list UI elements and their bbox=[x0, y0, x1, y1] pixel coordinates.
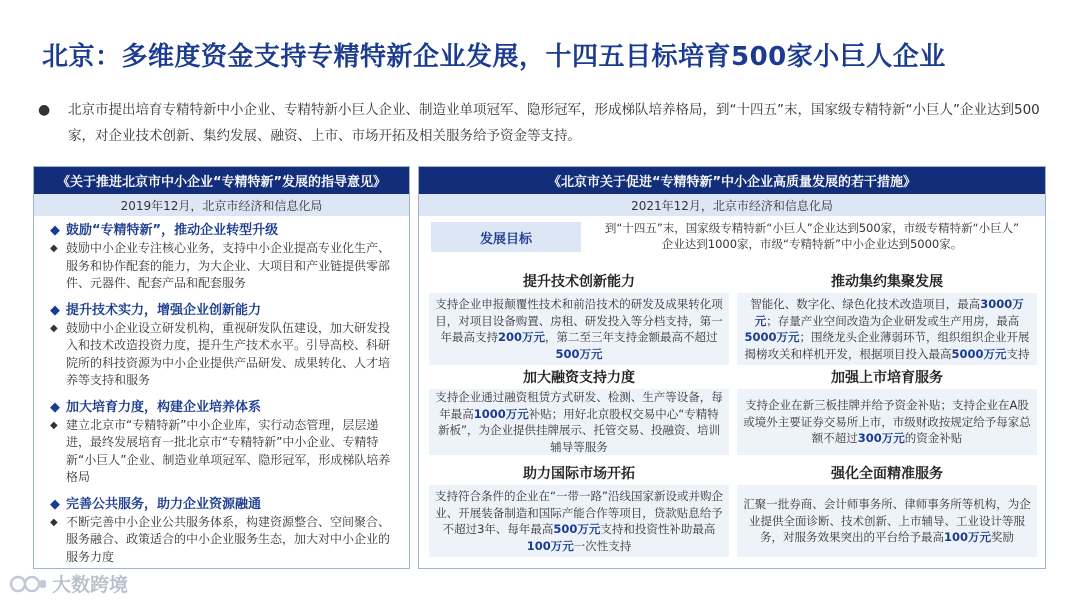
section-text: 鼓励中小企业设立研发机构，重视研发队伍建设，加大研发投入和技术改造投资力度，提升生产技术水平。引导高校、科研院所的科技资源为中小企业提供产品研发、成果转化、人才培养等支持和服务 bbox=[66, 320, 391, 387]
diamond-icon: ◆ bbox=[50, 496, 60, 512]
section-text: 建立北京市“专精特新”中小企业库，实行动态管理，层层递进，最终发展培育一批北京市“专精特新”中小企业、专精特新“小巨人”企业、制造业单项冠军、隐形冠军，形成梯队培养格局 bbox=[66, 417, 391, 484]
section-heading: 鼓励“专精特新”，推动企业转型升级 bbox=[66, 223, 279, 238]
goal-label: 发展目标 bbox=[431, 222, 581, 252]
right-policy-panel bbox=[418, 166, 1046, 569]
diamond-icon: ◆ bbox=[50, 223, 60, 238]
intro-text: 北京市提出培育专精特新中小企业、专精特新小巨人企业、制造业单项冠军、隐形冠军，形成梯队培养格局，到“十四五”末，国家级专精特新“小巨人”企业达到500家，对企业技术创新、集约发展、融资、上市、市场开拓及相关服务给予资金等支持。 bbox=[68, 102, 1040, 144]
left-panel-subheader: 2019年12月，北京市经济和信息化局 bbox=[34, 194, 409, 216]
measure-box: 支持企业在新三板挂牌并给予资金补贴；支持企业在A股或境外主要证券交易所上市，市级财政按规定给予每家总额不超过300万元的资金补贴 bbox=[737, 389, 1037, 455]
goal-text-line: 到“十四五”末，国家级专精特新“小巨人”企业达到500家，市级专精特新“小巨人” bbox=[604, 221, 1020, 235]
diamond-icon: ◆ bbox=[50, 516, 58, 528]
measure-box: 智能化、数字化、绿色化技术改造项目，最高3000万元；存量产业空间改造为企业研发或生产用房，最高5000万元；围绕龙头企业薄弱环节，组织组织企业开展揭榜攻关和样机开发，根据项目投入最高5000万元支持 bbox=[737, 293, 1037, 365]
left-section bbox=[50, 399, 397, 487]
measure-box: 支持符合条件的企业在“一带一路”沿线国家新设或并购企业、开展装备制造和国际产能合作等项目，贷款贴息给予不超过3年、每年最高500万元支持和投资性补助最高100万元一次性支持 bbox=[429, 485, 729, 557]
left-section bbox=[50, 302, 397, 390]
section-text: 不断完善中小企业公共服务体系，构建资源整合、空间聚合、服务融合、政策适合的中小企业服务生态，加大对中小企业的服务力度 bbox=[66, 514, 391, 564]
section-heading: 加大培育力度，构建企业培养体系 bbox=[66, 399, 262, 415]
right-panel-subheader: 2021年12月，北京市经济和信息化局 bbox=[419, 194, 1045, 216]
left-panel-header: 《关于推进北京市中小企业“专精特新”发展的指导意见》 bbox=[34, 167, 409, 194]
diamond-icon: ◆ bbox=[50, 419, 58, 431]
goal-text-line: 企业达到1000家，市级“专精特新”中小企业达到5000家。 bbox=[661, 237, 963, 251]
brand-logo bbox=[8, 570, 128, 597]
measure-box: 支持企业申报颠覆性技术和前沿技术的研发及成果转化项目，对项目设备购置、房租、研发投入等分档支持，第一年最高支持200万元，第二至三年支持金额最高不超过500万元 bbox=[429, 293, 729, 365]
goal-text bbox=[587, 220, 1037, 252]
measure-title: 助力国际市场开拓 bbox=[523, 466, 635, 482]
right-panel-header: 《北京市关于促进“专精特新”中小企业高质量发展的若干措施》 bbox=[419, 167, 1045, 194]
diamond-icon: ◆ bbox=[50, 322, 58, 334]
left-section bbox=[50, 222, 397, 293]
section-text: 鼓励中小企业专注核心业务，支持中小企业提高专业化生产、服务和协作配套的能力，为大企业、大项目和产业链提供零部件、元器件、配套产品和配套服务 bbox=[66, 241, 391, 290]
brand-mark-icon bbox=[8, 572, 48, 596]
left-section bbox=[50, 496, 397, 567]
measure-title: 推动集约集聚发展 bbox=[831, 274, 943, 290]
diamond-icon: ◆ bbox=[50, 399, 60, 415]
diamond-icon: ◆ bbox=[50, 243, 58, 254]
section-heading: 提升技术实力，增强企业创新能力 bbox=[66, 302, 262, 318]
measure-box: 汇聚一批券商、会计师事务所、律师事务所等机构，为企业提供全面诊断、技术创新、上市辅导、工业设计等服务，对服务效果突出的平台给予最高100万元奖励 bbox=[737, 485, 1037, 557]
intro-paragraph bbox=[38, 97, 1048, 149]
measure-title: 强化全面精准服务 bbox=[831, 466, 943, 482]
section-heading: 完善公共服务，助力企业资源融通 bbox=[66, 496, 262, 512]
left-policy-panel bbox=[33, 166, 410, 569]
diamond-icon: ◆ bbox=[50, 302, 60, 318]
measure-title: 加大融资支持力度 bbox=[523, 370, 635, 386]
brand-logo-text: 大数跨境 bbox=[52, 574, 129, 596]
measure-title: 提升技术创新能力 bbox=[523, 274, 635, 290]
measure-box: 支持企业通过融资租赁方式研发、检测、生产等设备，每年最高1000万元补贴；用好北京股权交易中心“专精特新板”，为企业提供挂牌展示、托管交易、投融资、培训辅导等服务 bbox=[429, 389, 729, 455]
measure-title: 加强上市培育服务 bbox=[831, 370, 943, 386]
bullet-icon: ● bbox=[38, 102, 51, 118]
page-title: 北京：多维度资金支持专精特新企业发展，十四五目标培育500家小巨人企业 bbox=[42, 42, 946, 72]
